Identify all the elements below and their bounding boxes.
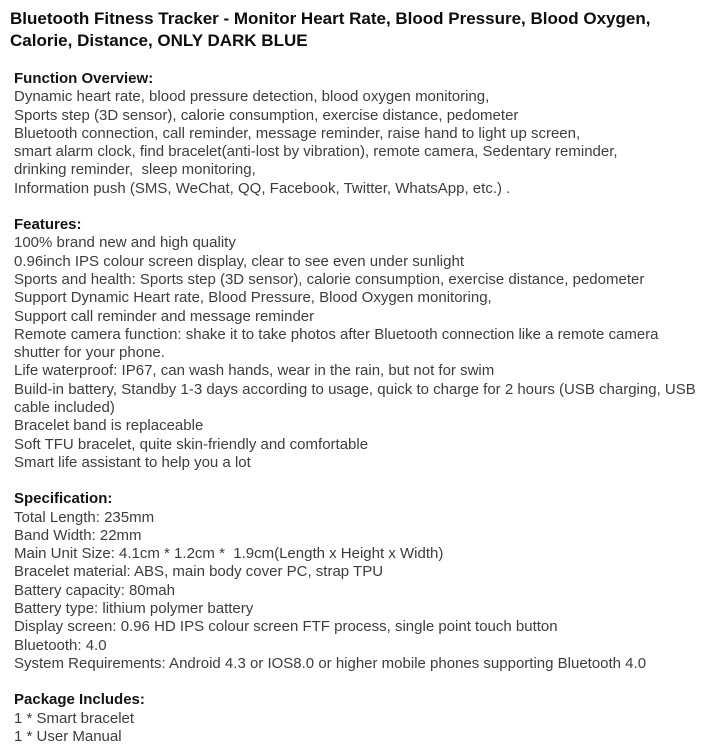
text-line: Bluetooth: 4.0	[14, 636, 107, 654]
text-line: Soft TFU bracelet, quite skin-friendly and comfortable	[14, 435, 369, 453]
text-line: 1 * Smart bracelet	[14, 709, 135, 727]
text-line: Bracelet material: ABS, main body cover PC, strap TPU	[14, 563, 384, 581]
text-line: Battery capacity: 80mah	[14, 581, 175, 599]
text-line: 1 * User Manual	[14, 727, 122, 745]
text-line: Total Length: 235mm	[14, 508, 155, 526]
text-line: Support Dynamic Heart rate, Blood Pressure, Blood Oxygen monitoring,	[14, 289, 492, 307]
section-features	[14, 216, 704, 472]
text-line: Life waterproof: IP67, can wash hands, wear in the rain, but not for swim	[14, 362, 495, 380]
section-function-overview	[14, 70, 704, 198]
text-line: Sports and health: Sports step (3D sensor), calorie consumption, exercise distance, pedometer	[14, 270, 645, 288]
page-title: Bluetooth Fitness Tracker - Monitor Heart Rate, Blood Pressure, Blood Oxygen, Calorie, Distance, ONLY DARK BLUE	[10, 9, 651, 50]
text-line: Support call reminder and message reminder	[14, 307, 315, 325]
text-line: drinking reminder, sleep monitoring,	[14, 161, 256, 179]
text-line: smart alarm clock, find bracelet(anti-lost by vibration), remote camera, Sedentary reminder,	[14, 143, 618, 161]
section-heading-function-overview: Function Overview:	[14, 70, 154, 87]
text-line: Display screen: 0.96 HD IPS colour screen FTF process, single point touch button	[14, 618, 558, 636]
text-line: System Requirements: Android 4.3 or IOS8.0 or higher mobile phones supporting Bluetooth 4.0	[14, 654, 647, 672]
text-line: Sports step (3D sensor), calorie consumption, exercise distance, pedometer	[14, 106, 519, 124]
text-line: Information push (SMS, WeChat, QQ, Facebook, Twitter, WhatsApp, etc.) .	[14, 179, 511, 197]
text-line: Main Unit Size: 4.1cm * 1.2cm * 1.9cm(Length x Height x Width)	[14, 545, 444, 563]
text-line: 0.96inch IPS colour screen display, clear to see even under sunlight	[14, 252, 464, 270]
text-line: Bluetooth connection, call reminder, message reminder, raise hand to light up screen,	[14, 124, 581, 142]
text-line: Smart life assistant to help you a lot	[14, 453, 251, 471]
text-line: Dynamic heart rate, blood pressure detection, blood oxygen monitoring,	[14, 88, 490, 106]
section-specification	[14, 490, 704, 673]
section-package-includes	[14, 691, 704, 746]
text-line: Remote camera function: shake it to take photos after Bluetooth connection like a remote camera shutter for your phone.	[14, 325, 663, 362]
text-line: Bracelet band is replaceable	[14, 417, 204, 435]
text-line: Battery type: lithium polymer battery	[14, 600, 254, 618]
text-line: Build-in battery, Standby 1-3 days according to usage, quick to charge for 2 hours (USB charging, USB cable included)	[14, 380, 700, 417]
section-heading-features: Features:	[14, 216, 82, 234]
text-line: Band Width: 22mm	[14, 526, 142, 544]
section-heading-package-includes: Package Includes:	[14, 691, 145, 709]
section-heading-specification: Specification:	[14, 490, 113, 508]
text-line: 100% brand new and high quality	[14, 234, 236, 252]
